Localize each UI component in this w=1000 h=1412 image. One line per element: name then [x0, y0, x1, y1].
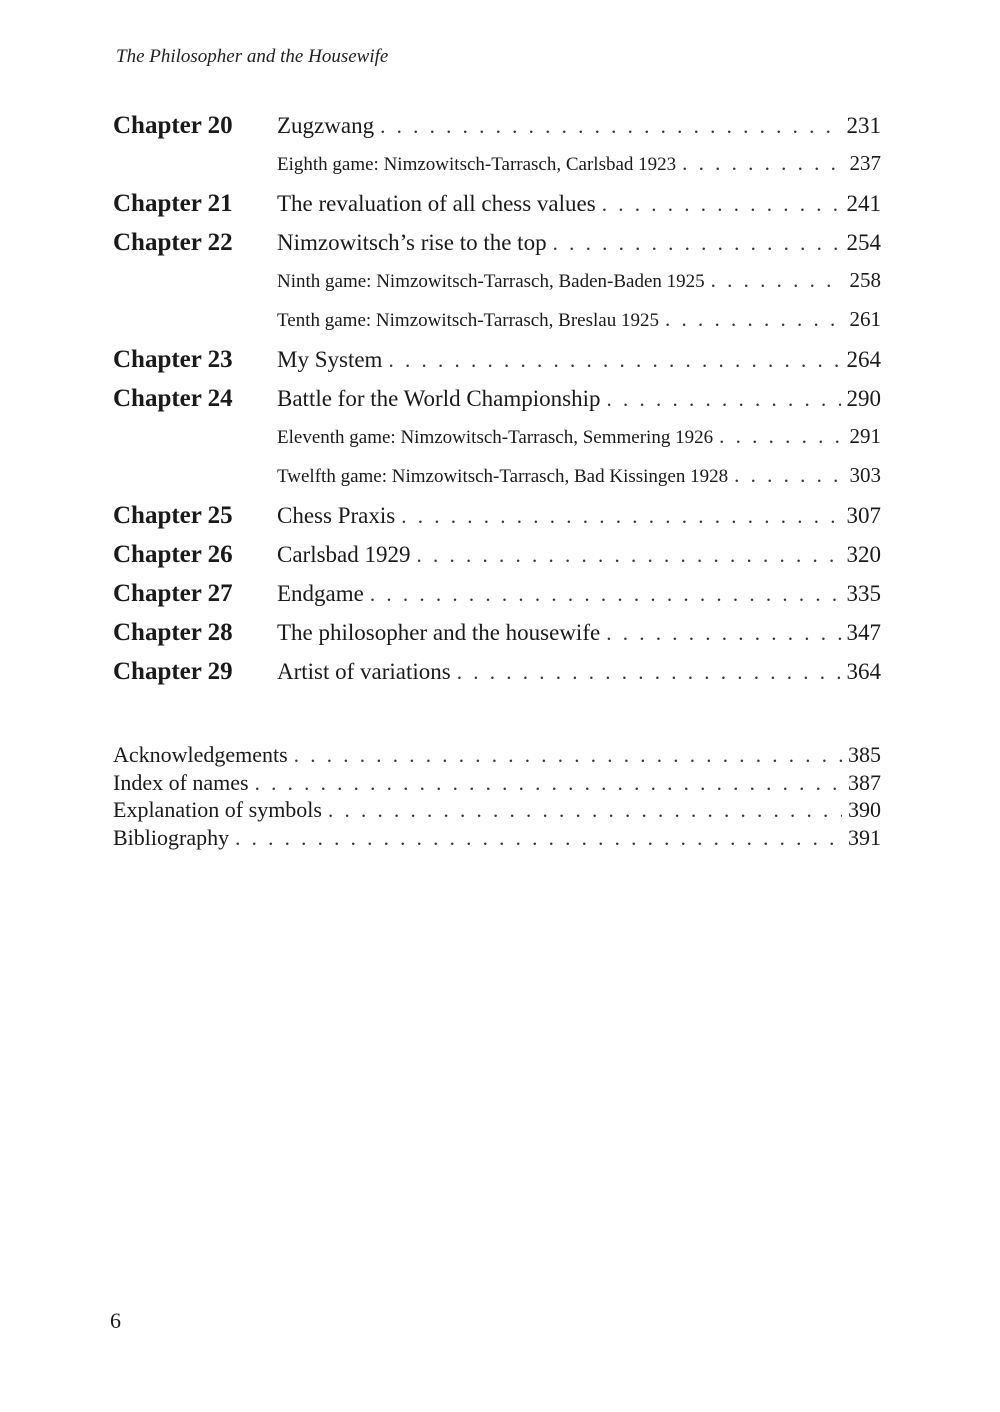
page-number: 320 [846, 542, 881, 567]
dot-leader [401, 504, 840, 529]
chapter-title: Nimzowitsch’s rise to the top [277, 230, 547, 255]
page-number: 307 [846, 503, 881, 528]
page-number: 261 [849, 307, 881, 331]
backmatter-list [113, 742, 881, 852]
backmatter-title: Bibliography [113, 824, 230, 850]
page-number: 347 [846, 620, 881, 645]
page-number: 364 [846, 659, 881, 684]
toc-row-chapter-21[interactable] [113, 190, 881, 229]
backmatter-title: Index of names [113, 769, 249, 795]
chapter-title: Battle for the World Championship [277, 386, 601, 411]
chapter-title: Zugzwang [277, 113, 375, 138]
toc-row-chapter-23[interactable] [113, 346, 881, 385]
game-title: Eleventh game: Nimzowitsch-Tarrasch, Semmering 1926 [277, 427, 714, 448]
page-number: 387 [848, 769, 881, 795]
dot-leader [235, 826, 842, 851]
chapter-title: The philosopher and the housewife [277, 620, 601, 645]
chapter-label: Chapter 20 [113, 112, 233, 139]
dot-leader [711, 268, 844, 293]
dot-leader [255, 771, 842, 796]
toc-row-chapter-25[interactable] [113, 502, 881, 541]
backmatter-title: Explanation of symbols [113, 797, 322, 822]
chapter-label: Chapter 23 [113, 346, 233, 373]
toc-row-game[interactable] [113, 307, 881, 346]
chapter-title: Carlsbad 1929 [277, 542, 411, 567]
toc-row-game[interactable] [113, 463, 881, 502]
page-number: 291 [849, 424, 881, 448]
chapter-label: Chapter 27 [113, 580, 233, 607]
page-number: 237 [849, 151, 881, 175]
game-title: Twelfth game: Nimzowitsch-Tarrasch, Bad Kissingen 1928 [277, 466, 729, 487]
dot-leader [294, 743, 842, 768]
toc-row-game[interactable] [113, 151, 881, 190]
toc-row-chapter-29[interactable] [113, 658, 881, 697]
chapter-label: Chapter 28 [113, 619, 233, 646]
toc-row-chapter-28[interactable] [113, 619, 881, 658]
toc-row-chapter-26[interactable] [113, 541, 881, 580]
chapter-title: Artist of variations [277, 659, 451, 684]
dot-leader [380, 114, 840, 139]
game-title: Eighth game: Nimzowitsch-Tarrasch, Carlsbad 1923 [277, 154, 677, 175]
toc-row-game[interactable] [113, 424, 881, 463]
backmatter-row-explanation-of-symbols[interactable] [113, 797, 881, 825]
dot-leader [607, 387, 841, 412]
toc-row-chapter-24[interactable] [113, 385, 881, 424]
page-number: 231 [846, 113, 881, 138]
page-number: 290 [846, 386, 881, 411]
dot-leader [734, 463, 843, 488]
page-number: 254 [846, 230, 881, 255]
page-number: 303 [849, 463, 881, 487]
page-number: 335 [846, 581, 881, 606]
backmatter-row-index-of-names[interactable] [113, 770, 881, 798]
backmatter-title: Acknowledgements [113, 742, 288, 767]
page-number-footer: 6 [110, 1308, 121, 1333]
page-number: 390 [848, 797, 881, 822]
dot-leader [457, 660, 841, 685]
page-number: 264 [846, 347, 881, 372]
dot-leader [328, 798, 842, 823]
chapter-title: Chess Praxis [277, 503, 396, 528]
page-number: 241 [846, 191, 881, 216]
running-head: The Philosopher and the Housewife [116, 46, 389, 67]
chapter-label: Chapter 25 [113, 502, 233, 529]
toc-row-chapter-20[interactable] [113, 112, 881, 151]
toc-row-chapter-27[interactable] [113, 580, 881, 619]
backmatter-row-acknowledgements[interactable] [113, 742, 881, 770]
chapter-label: Chapter 29 [113, 658, 233, 685]
page-number: 258 [849, 268, 881, 292]
dot-leader [682, 151, 843, 176]
dot-leader [370, 582, 841, 607]
chapter-label: Chapter 26 [113, 541, 233, 568]
game-title: Ninth game: Nimzowitsch-Tarrasch, Baden-Baden 1925 [277, 271, 705, 292]
chapter-title: My System [277, 347, 383, 372]
chapter-label: Chapter 22 [113, 229, 233, 256]
page-number: 391 [848, 824, 881, 850]
dot-leader [719, 424, 843, 449]
table-of-contents [113, 112, 881, 697]
toc-row-game[interactable] [113, 268, 881, 307]
chapter-label: Chapter 21 [113, 190, 233, 217]
game-title: Tenth game: Nimzowitsch-Tarrasch, Breslau 1925 [277, 310, 659, 331]
dot-leader [417, 543, 841, 568]
dot-leader [606, 621, 840, 646]
chapter-label: Chapter 24 [113, 385, 233, 412]
page-number: 385 [848, 742, 881, 767]
chapter-title: Endgame [277, 581, 364, 606]
chapter-title: The revaluation of all chess values [277, 191, 596, 216]
dot-leader [665, 307, 844, 332]
toc-row-chapter-22[interactable] [113, 229, 881, 268]
dot-leader [602, 192, 841, 217]
dot-leader [388, 348, 840, 373]
backmatter-row-bibliography[interactable] [113, 825, 881, 853]
dot-leader [553, 231, 841, 256]
